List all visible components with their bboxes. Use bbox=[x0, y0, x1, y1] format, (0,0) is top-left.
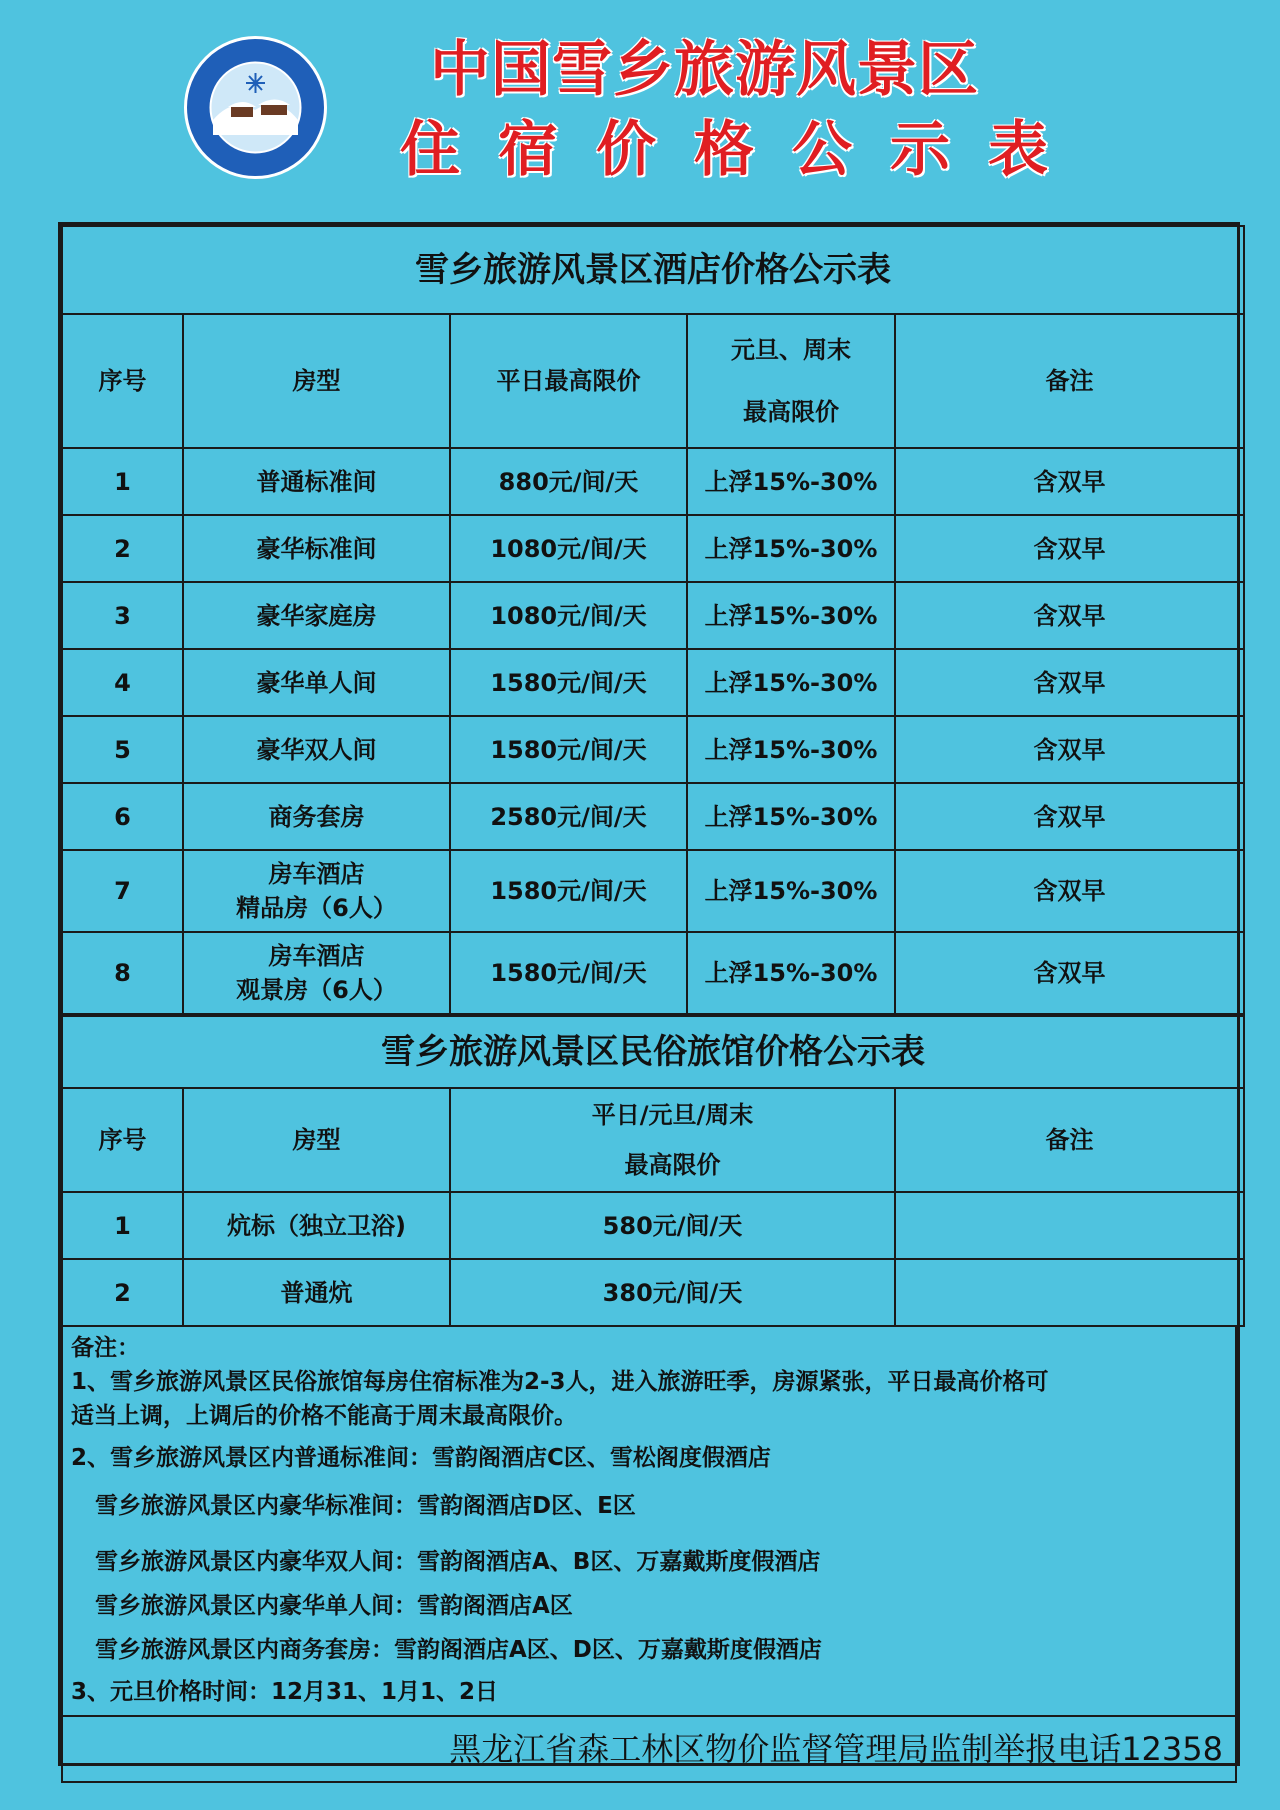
table-row bbox=[62, 582, 1244, 649]
row-room-type: 豪华单人间 bbox=[183, 649, 450, 716]
row-note: 含双早 bbox=[895, 448, 1244, 515]
row-holiday-max: 上浮15%-30% bbox=[687, 850, 895, 932]
inn-header-index: 序号 bbox=[62, 1088, 183, 1192]
table-row bbox=[62, 716, 1244, 783]
row-note: 含双早 bbox=[895, 932, 1244, 1014]
notes-item-2b: 雪乡旅游风景区内豪华标准间：雪韵阁酒店D区、E区 bbox=[95, 1493, 636, 1519]
footer-supervision: 黑龙江省森工林区物价监督管理局监制举报电话12358 bbox=[61, 1715, 1237, 1783]
row-weekday-max: 1580元/间/天 bbox=[450, 716, 687, 783]
hotel-header-holiday-max bbox=[687, 314, 895, 448]
row-note: 含双早 bbox=[895, 783, 1244, 850]
row-note: 含双早 bbox=[895, 716, 1244, 783]
row-room-type: 炕标（独立卫浴) bbox=[183, 1192, 450, 1259]
row-index: 6 bbox=[62, 783, 183, 850]
row-room-type-line1: 房车酒店 bbox=[268, 860, 365, 888]
row-weekday-max: 1580元/间/天 bbox=[450, 932, 687, 1014]
inn-header-max bbox=[450, 1088, 895, 1192]
row-room-type bbox=[183, 932, 450, 1014]
row-weekday-max: 1080元/间/天 bbox=[450, 582, 687, 649]
inn-table-title: 雪乡旅游风景区民俗旅馆价格公示表 bbox=[62, 1016, 1244, 1088]
row-holiday-max: 上浮15%-30% bbox=[687, 783, 895, 850]
hotel-header-room-type: 房型 bbox=[183, 314, 450, 448]
row-max-price: 580元/间/天 bbox=[450, 1192, 895, 1259]
row-room-type: 普通标准间 bbox=[183, 448, 450, 515]
table-row bbox=[62, 448, 1244, 515]
notes-item-2d: 雪乡旅游风景区内豪华单人间：雪韵阁酒店A区 bbox=[95, 1593, 573, 1619]
row-holiday-max: 上浮15%-30% bbox=[687, 448, 895, 515]
row-weekday-max: 2580元/间/天 bbox=[450, 783, 687, 850]
row-index: 2 bbox=[62, 1259, 183, 1326]
notes-item-2c: 雪乡旅游风景区内豪华双人间：雪韵阁酒店A、B区、万嘉戴斯度假酒店 bbox=[95, 1549, 821, 1575]
hotel-header-weekday-max: 平日最高限价 bbox=[450, 314, 687, 448]
hotel-table-title: 雪乡旅游风景区酒店价格公示表 bbox=[62, 226, 1244, 314]
table-row bbox=[62, 932, 1244, 1014]
hotel-header-index: 序号 bbox=[62, 314, 183, 448]
row-holiday-max: 上浮15%-30% bbox=[687, 582, 895, 649]
notes-item-1-line1: 1、雪乡旅游风景区民俗旅馆每房住宿标准为2-3人，进入旅游旺季，房源紧张，平日最高价格可 bbox=[71, 1369, 1049, 1395]
row-room-type: 商务套房 bbox=[183, 783, 450, 850]
inn-header-max-line2: 最高限价 bbox=[624, 1151, 721, 1179]
inn-price-table bbox=[61, 1015, 1245, 1327]
row-holiday-max: 上浮15%-30% bbox=[687, 932, 895, 1014]
row-holiday-max: 上浮15%-30% bbox=[687, 649, 895, 716]
notes-item-2: 2、雪乡旅游风景区内普通标准间：雪韵阁酒店C区、雪松阁度假酒店 bbox=[71, 1445, 771, 1471]
price-board bbox=[58, 222, 1240, 1766]
row-index: 3 bbox=[62, 582, 183, 649]
row-note: 含双早 bbox=[895, 649, 1244, 716]
hotel-header-holiday-max-line1: 元旦、周末 bbox=[731, 336, 851, 364]
row-index: 2 bbox=[62, 515, 183, 582]
table-row bbox=[62, 515, 1244, 582]
page-header bbox=[0, 0, 1280, 215]
notes-item-2e: 雪乡旅游风景区内商务套房：雪韵阁酒店A区、D区、万嘉戴斯度假酒店 bbox=[95, 1637, 822, 1663]
hotel-price-table bbox=[61, 225, 1245, 1015]
hotel-header-note: 备注 bbox=[895, 314, 1244, 448]
table-row bbox=[62, 1259, 1244, 1326]
row-note: 含双早 bbox=[895, 850, 1244, 932]
row-index: 8 bbox=[62, 932, 183, 1014]
row-room-type-line2: 精品房（6人） bbox=[236, 894, 397, 922]
row-holiday-max: 上浮15%-30% bbox=[687, 716, 895, 783]
table-row bbox=[62, 783, 1244, 850]
row-room-type-line1: 房车酒店 bbox=[268, 942, 365, 970]
table-row bbox=[62, 649, 1244, 716]
notes-item-1-line2: 适当上调，上调后的价格不能高于周末最高限价。 bbox=[71, 1403, 577, 1429]
table-row bbox=[62, 1192, 1244, 1259]
row-weekday-max: 1580元/间/天 bbox=[450, 850, 687, 932]
row-holiday-max: 上浮15%-30% bbox=[687, 515, 895, 582]
hotel-header-holiday-max-line2: 最高限价 bbox=[743, 398, 839, 426]
row-room-type: 豪华标准间 bbox=[183, 515, 450, 582]
row-index: 1 bbox=[62, 1192, 183, 1259]
row-index: 5 bbox=[62, 716, 183, 783]
main-title: 中国雪乡旅游风景区 bbox=[430, 35, 979, 105]
row-index: 4 bbox=[62, 649, 183, 716]
row-note: 含双早 bbox=[895, 515, 1244, 582]
row-weekday-max: 1580元/间/天 bbox=[450, 649, 687, 716]
row-room-type: 豪华家庭房 bbox=[183, 582, 450, 649]
sub-title: 住宿价格公示表 bbox=[400, 115, 1086, 185]
notes-item-3: 3、元旦价格时间：12月31、1月1、2日 bbox=[71, 1679, 499, 1705]
row-weekday-max: 880元/间/天 bbox=[450, 448, 687, 515]
china-snow-town-logo bbox=[183, 35, 328, 180]
row-note bbox=[895, 1259, 1244, 1326]
row-index: 1 bbox=[62, 448, 183, 515]
row-room-type: 豪华双人间 bbox=[183, 716, 450, 783]
inn-header-note: 备注 bbox=[895, 1088, 1244, 1192]
row-room-type-line2: 观景房（6人） bbox=[236, 976, 397, 1004]
inn-header-max-line1: 平日/元旦/周末 bbox=[591, 1101, 754, 1129]
inn-header-room-type: 房型 bbox=[183, 1088, 450, 1192]
row-note: 含双早 bbox=[895, 582, 1244, 649]
table-row bbox=[62, 850, 1244, 932]
row-weekday-max: 1080元/间/天 bbox=[450, 515, 687, 582]
notes-label: 备注： bbox=[71, 1335, 140, 1361]
row-room-type bbox=[183, 850, 450, 932]
notes-section bbox=[61, 1327, 1237, 1715]
row-max-price: 380元/间/天 bbox=[450, 1259, 895, 1326]
row-note bbox=[895, 1192, 1244, 1259]
row-room-type: 普通炕 bbox=[183, 1259, 450, 1326]
row-index: 7 bbox=[62, 850, 183, 932]
